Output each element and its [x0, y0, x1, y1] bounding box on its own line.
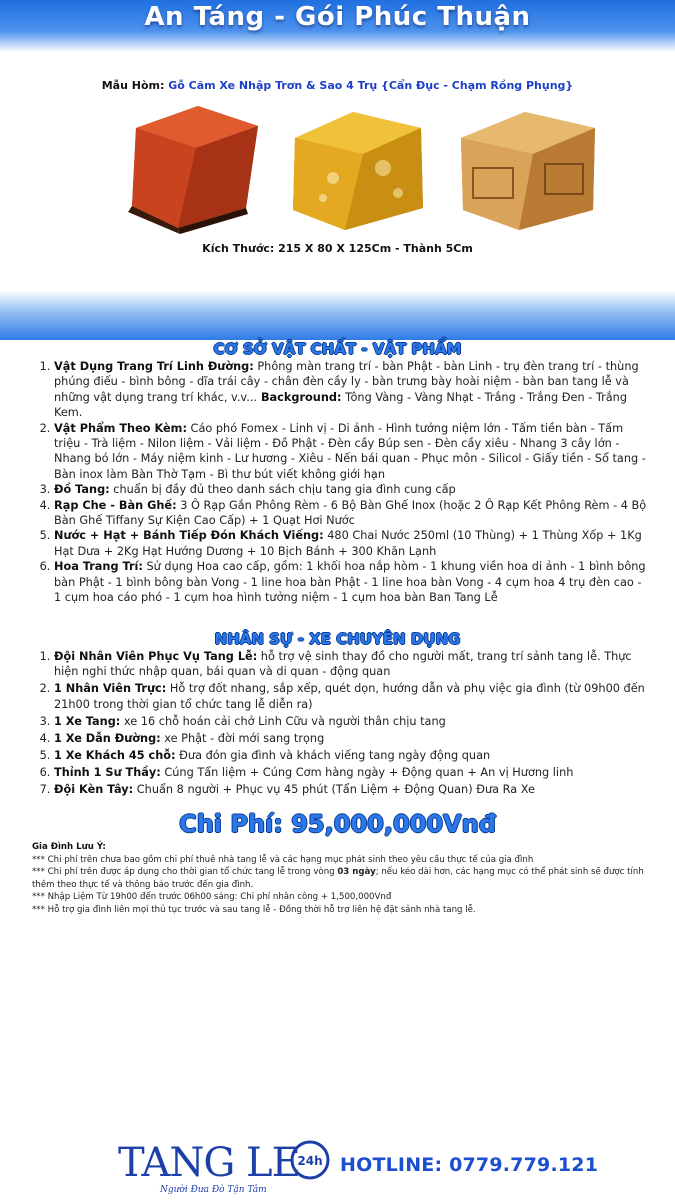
- model-label: Mẫu Hòm:: [101, 79, 165, 92]
- list-item: 6. Hoa Trang Trí: Sử dụng Hoa cao cấp, gồm: 1 khối hoa nắp hòm - 1 khung viền hoa di ảnh - 1 bình bông bàn Phật - 1 bình bông bàn Vong - 1 line hoa bàn Phật - 1 line hoa bàn Vong - 4 cụm hoa 4 trụ đèn cao - 1 cụm hoa cáo phó - 1 cụm hoa hình tưởng niệm - 1 cụm hoa bàn Ban Tang Lễ: [54, 559, 650, 605]
- list-item: 4. 1 Xe Dẫn Đường: xe Phật - đời mới sang trọng: [54, 731, 650, 746]
- page-title: An Táng - Gói Phúc Thuận: [144, 2, 531, 32]
- brand-logo: [118, 1130, 338, 1194]
- svg-text:Người Đưa Đò Tận Tâm: Người Đưa Đò Tận Tâm: [160, 1185, 267, 1194]
- facilities-list: [40, 359, 650, 606]
- list-item: 2. 1 Nhân Viên Trực: Hỗ trợ đốt nhang, sắp xếp, quét dọn, hướng dẫn và phụ việc gia đình (từ 09h00 đến 21h00 trong thời gian tổ chức tang lễ diễn ra): [54, 681, 650, 712]
- list-item: 6. Thỉnh 1 Sư Thầy: Cúng Tẩn liệm + Cúng Cơm hàng ngày + Động quan + An vị Hương linh: [54, 765, 650, 780]
- coffin-image-red: [118, 98, 268, 234]
- note-line: *** Hỗ trợ gia đình liên mọi thủ tục trước và sau tang lễ - Đồng thời hỗ trợ liên hệ đặt sảnh nhà tang lễ.: [32, 904, 476, 915]
- coffin-yellow-icon: [283, 98, 433, 234]
- note-line: *** Chi phí trên được áp dụng cho thời gian tổ chức tang lễ trong vòng 03 ngày; nếu kéo dài hơn, các hạng mục có thể phát sinh sẽ được tính thêm theo thực tế và thông báo trước đến gia đình.: [32, 867, 644, 890]
- mid-band: [0, 290, 675, 340]
- list-item: 2. Vật Phẩm Theo Kèm: Cáo phó Fomex - Linh vị - Di ảnh - Hình tưởng niệm lớn - Tấm tiền bàn - Tấm triệu - Trà liệm - Nilon liệm - Vải liệm - Đồ Phật - Đèn cầy Búp sen - Đèn cầy xiêu - Nhang 3 cây lớn - Nhang bó lớn - Máy niệm kinh - Lư hương - Xiêu - Nến bái quan - Phục môn - Silicol - Giấy tiền - Sổ tang - Bàn inox làm Bàn Thờ Tạm - Bì thư bút viết không giới hạn: [54, 421, 650, 483]
- coffin-red-icon: [118, 98, 268, 234]
- list-item: 1. Đội Nhân Viên Phục Vụ Tang Lễ: hỗ trợ vệ sinh thay đồ cho người mất, trang trí sảnh tang lễ. Thực hiện nghi thức nhập quan, bái quan và di quan - động quan: [54, 649, 650, 680]
- list-item: 5. Nước + Hạt + Bánh Tiếp Đón Khách Viếng: 480 Chai Nước 250ml (10 Thùng) + 1 Thùng Xốp + 1Kg Hạt Dưa + 2Kg Hạt Hướng Dương + 10 Bịch Bánh + 300 Khăn Lạnh: [54, 528, 650, 559]
- list-item: 4. Rạp Che - Bàn Ghế: 3 Ô Rạp Gắn Phông Rèm - 6 Bộ Bàn Ghế Inox (hoặc 2 Ô Rạp Kết Phông Rèm - 4 Bộ Bàn Ghế Tiffany Sự Kiện Cao Cấp) + 1 Quạt Hơi Nước: [54, 498, 650, 529]
- list-item: 3. Đồ Tang: chuẩn bị đầy đủ theo danh sách chịu tang gia đình cung cấp: [54, 482, 650, 497]
- list-item: 3. 1 Xe Tang: xe 16 chỗ hoán cải chở Linh Cữu và người thân chịu tang: [54, 714, 650, 729]
- facilities-title: CƠ SỞ VẬT CHẤT - VẬT PHẨM: [213, 340, 462, 358]
- list-item: 1. Vật Dụng Trang Trí Linh Đường: Phông màn trang trí - bàn Phật - bàn Linh - trụ đèn trang trí - thùng phúng điếu - bình bông - dĩa trái cây - chân đèn cầy ly - bàn trưng bày hoài niệm - bàn ban tang lễ và những vật dụng trang trí khác, v.v... Background: Tông Vàng - Vàng Nhạt - Trắng - Trắng Đen - Trắng Kem.: [54, 359, 650, 421]
- model-line: [0, 79, 675, 92]
- price: Chi Phí: 95,000,000Vnđ: [179, 810, 496, 838]
- list-item: 5. 1 Xe Khách 45 chỗ: Đưa đón gia đình và khách viếng tang ngày động quan: [54, 748, 650, 763]
- svg-text:24h: 24h: [297, 1154, 323, 1168]
- notes-title: Gia Đình Lưu Ý:: [32, 842, 106, 852]
- hotline[interactable]: HOTLINE: 0779.779.121: [340, 1154, 599, 1176]
- notes: [32, 841, 647, 917]
- staff-title: NHÂN SỰ - XE CHUYÊN DỤNG: [214, 630, 461, 648]
- staff-list: [40, 649, 650, 799]
- coffin-size: Kích Thước: 215 X 80 X 125Cm - Thành 5Cm: [202, 242, 473, 255]
- model-value: Gỗ Căm Xe Nhập Trơn & Sao 4 Trụ {Cẩn Đục - Chạm Rồng Phụng}: [168, 79, 574, 92]
- note-line: *** Nhập Liệm Từ 19h00 đến trước 06h00 sáng: Chi phí nhân công + 1,500,000Vnđ: [32, 892, 392, 903]
- coffin-image-carved: [453, 98, 603, 234]
- svg-text:TANG LE: TANG LE: [118, 1140, 300, 1186]
- coffin-gallery: [118, 98, 598, 238]
- coffin-image-yellow: [283, 98, 433, 234]
- tang-le-logo-icon: [118, 1130, 338, 1194]
- note-line: *** Chi phí trên chưa bao gồm chi phí thuê nhà tang lễ và các hạng mục phát sinh theo yêu cầu thực tế của gia đình: [32, 854, 534, 865]
- list-item: 7. Đội Kèn Tây: Chuẩn 8 người + Phục vụ 45 phút (Tẩn Liệm + Động Quan) Đưa Ra Xe: [54, 782, 650, 797]
- coffin-carved-icon: [453, 98, 603, 234]
